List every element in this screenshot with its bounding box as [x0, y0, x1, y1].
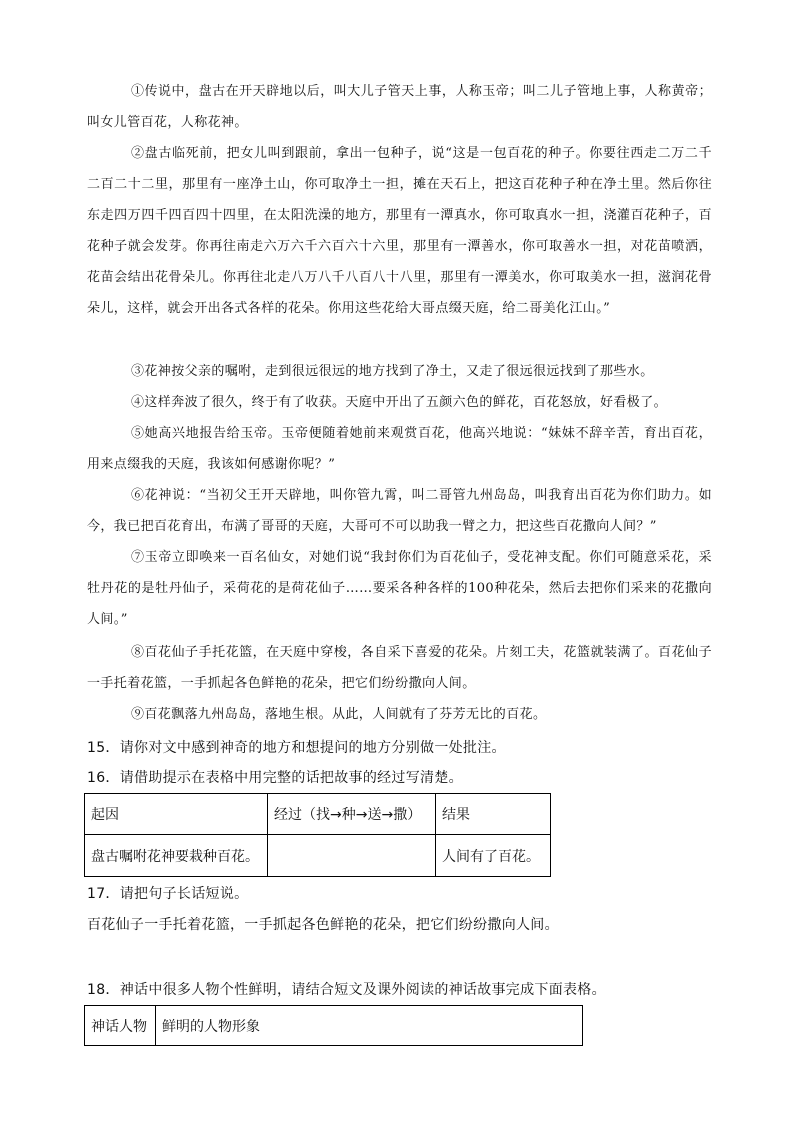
header-cause: 起因 [85, 794, 268, 835]
cell-cause: 盘古嘱咐花神要栽种百花。 [85, 835, 268, 877]
passage-paragraph-8: ⑧百花仙子手托花篮，在天庭中穿梭，各自采下喜爱的花朵。片刻工夫，花篮就装满了。百花仙子一手托着花篮，一手抓起各色鲜艳的花朵，把它们纷纷撒向人间。 [87, 645, 712, 691]
cell-process-answer[interactable] [268, 835, 436, 877]
question-16: 16．请借助提示在表格中用完整的话把故事的经过写清楚。 [87, 770, 463, 786]
header-result: 结果 [436, 794, 551, 835]
passage-paragraph-9: ⑨百花飘落九州岛岛，落地生根。从此，人间就有了芬芳无比的百花。 [131, 707, 547, 722]
question-15: 15．请你对文中感到神奇的地方和想提问的地方分别做一处批注。 [87, 740, 506, 756]
header-image: 鲜明的人物形象 [156, 1006, 583, 1046]
passage-paragraph-4: ④这样奔波了很久，终于有了收获。天庭中开出了五颜六色的鲜花，百花怒放，好看极了。 [131, 395, 668, 410]
question-18: 18．神话中很多人物个性鲜明，请结合短文及课外阅读的神话故事完成下面表格。 [87, 982, 606, 998]
passage-paragraph-2: ②盘古临死前，把女儿叫到跟前，拿出一包种子，说“这是一包百花的种子。你要往西走二万二千二百二十二里，那里有一座净土山，你可取净土一担，摊在天石上，把这百花种子种在净土里。然后你往东走四万四千四百四十四里，在太阳洗澡的地方，那里有一潭真水，你可取真水一担，浇灌百花种子，百花种子就会发芽。你再往南走六万六千六百六十六里，那里有一潭善水，你可取善水一担，对花苗喷洒，花苗会结出花骨朵儿。你再往北走八万八千八百八十八里，那里有一潭美水，你可取美水一担，滋润花骨朵儿，这样，就会开出各式各样的花朵。你用这些花给大哥点缀天庭，给二哥美化江山。” [87, 146, 712, 316]
passage-paragraph-5: ⑤她高兴地报告给玉帝。玉帝便随着她前来观赏百花，他高兴地说：“妹妹不辞辛苦，育出百花，用来点缀我的天庭，我该如何感谢你呢？” [87, 426, 712, 472]
character-table [84, 1005, 583, 1046]
header-process: 经过（找→种→送→撒） [268, 794, 436, 835]
character-table-header-row [85, 1006, 583, 1046]
events-table-header-row [85, 794, 551, 835]
passage-paragraph-6: ⑥花神说：“当初父王开天辟地，叫你管九霄，叫二哥管九州岛岛，叫我育出百花为你们助力。如今，我已把百花育出，布满了哥哥的天庭，大哥可不可以助我一臂之力，把这些百花撒向人间？” [87, 488, 712, 534]
question-17-sentence: 百花仙子一手托着花篮，一手抓起各色鲜艳的花朵，把它们纷纷撒向人间。 [87, 917, 559, 933]
passage-paragraph-3: ③花神按父亲的嘱咐，走到很远很远的地方找到了净土，又走了很远很远找到了那些水。 [131, 364, 654, 379]
cell-result: 人间有了百花。 [436, 835, 551, 877]
passage-paragraph-1: ①传说中，盘古在开天辟地以后，叫大儿子管天上事，人称玉帝；叫二儿子管地上事，人称黄帝；叫女儿管百花，人称花神。 [87, 84, 712, 130]
events-table-row [85, 835, 551, 877]
events-table [84, 793, 551, 877]
passage-paragraph-7: ⑦玉帝立即唤来一百名仙女，对她们说“我封你们为百花仙子，受花神支配。你们可随意采花，采牡丹花的是牡丹仙子，采荷花的是荷花仙子……要采各种各样的100种花朵，然后去把你们采来的花撒向人间。” [87, 550, 712, 627]
question-17: 17．请把句子长话短说。 [87, 886, 249, 902]
header-character: 神话人物 [85, 1006, 156, 1046]
